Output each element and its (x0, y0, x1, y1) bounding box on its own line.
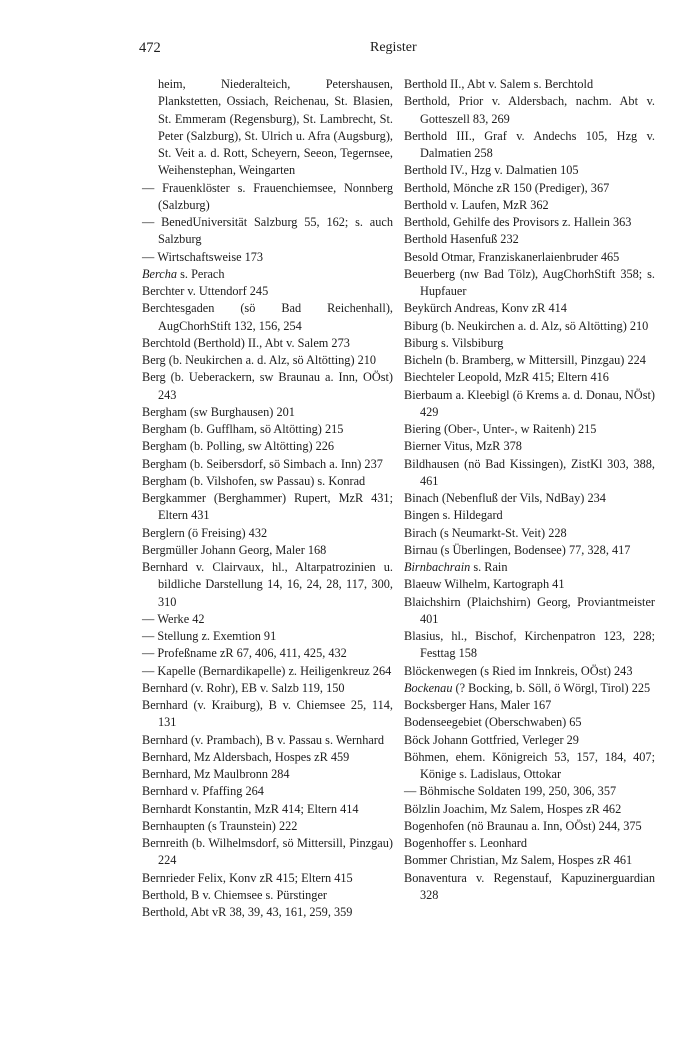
index-entry-text: Bingen s. Hildegard (404, 508, 503, 523)
index-subentry (142, 645, 393, 662)
index-entry-text: Kapelle (Bernardikapelle) z. Heiligenkreuz 264 (157, 663, 392, 678)
index-entry (142, 283, 393, 300)
index-entry (142, 801, 393, 818)
index-entry (404, 732, 655, 749)
index-subentry (142, 249, 393, 266)
index-entry-text: Wirtschaftsweise 173 (157, 249, 264, 264)
index-entry-text: Bernrieder Felix, Konv zR 415; Eltern 415 (142, 870, 353, 885)
index-column-left (142, 76, 393, 921)
index-entry (142, 697, 393, 732)
index-entry-text: Birach (s Neumarkt-St. Veit) 228 (404, 525, 567, 540)
index-entry (404, 576, 655, 593)
index-column-right (404, 76, 655, 904)
index-entry-text: Beuerberg (nw Bad Tölz), AugChorhStift 358; s. Hupfauer (404, 266, 655, 298)
index-entry (142, 870, 393, 887)
index-entry (404, 162, 655, 179)
index-entry-text: Bölzlin Joachim, Mz Salem, Hospes zR 462 (404, 801, 622, 816)
index-entry-text: Berthold, Prior v. Aldersbach, nachm. Abt v. Gotteszell 83, 269 (404, 94, 655, 126)
index-entry (142, 404, 393, 421)
index-entry-text: Bierner Vitus, MzR 378 (404, 439, 522, 454)
index-entry-text: Bommer Christian, Mz Salem, Hospes zR 461 (404, 853, 633, 868)
index-entry (404, 680, 655, 697)
index-entry-text: Berthold, B v. Chiemsee s. Pürstinger (142, 887, 328, 902)
index-entry (404, 852, 655, 869)
index-entry-italic-term: Birnbachrain (404, 560, 471, 574)
index-entry (142, 749, 393, 766)
index-entry-text: Berchter v. Uttendorf 245 (142, 284, 269, 298)
index-entry-text: heim, Niederalteich, Petershausen, Plankstetten, Ossiach, Reichenau, St. Blasien, St. Emmeram (Regensburg), St. Lambrecht, St. Peter (Salzburg), St. Ulrich u. Afra (Augsburg), St. Veit a. d. Rott, Scheyern, Seeon, Tegernsee, Weihenstephan, Weingarten (158, 77, 393, 178)
index-entry-text: Bergham (b. Vilshofen, sw Passau) s. Konrad (142, 473, 366, 488)
index-entry-text: Frauenklöster s. Frauenchiemsee, Nonnberg (Salzburg) (158, 180, 393, 212)
page-number: 472 (139, 40, 161, 56)
index-entry-text: Biburg (b. Neukirchen a. d. Alz, sö Altötting) 210 (404, 318, 649, 333)
index-entry-text: Berthold, Mönche zR 150 (Prediger), 367 (404, 180, 610, 195)
index-entry-text: Bernhaupten (s Traunstein) 222 (142, 818, 298, 833)
index-entry (404, 93, 655, 128)
index-entry (404, 249, 655, 266)
index-entry (142, 818, 393, 835)
index-entry (142, 904, 393, 921)
index-entry (142, 473, 393, 490)
index-entry-text: Bildhausen (nö Bad Kissingen), ZistKl 303, 388, 461 (404, 456, 655, 488)
index-entry-text: Beykürch Andreas, Konv zR 414 (404, 301, 567, 316)
index-entry-text: Berg (b. Neukirchen a. d. Alz, sö Altötting) 210 (142, 353, 377, 367)
index-entry-text: Blaichshirn (Plaichshirn) Georg, Proviantmeister 401 (404, 594, 655, 626)
index-entry-text: Bernhard, Mz Maulbronn 284 (142, 767, 290, 781)
index-entry (404, 180, 655, 197)
index-entry-text: Biechteler Leopold, MzR 415; Eltern 416 (404, 370, 609, 385)
index-entry (404, 663, 655, 680)
index-entry (404, 525, 655, 542)
index-entry (142, 835, 393, 870)
index-entry-text: Birnau (s Überlingen, Bodensee) 77, 328, 417 (404, 542, 631, 557)
index-entry-text: Blöckenwegen (s Ried im Innkreis, OÖst) 243 (404, 663, 633, 678)
index-entry-text: BenedUniversität Salzburg 55, 162; s. auch Salzburg (158, 215, 393, 247)
index-entry (404, 749, 655, 784)
index-entry (404, 714, 655, 731)
index-entry (142, 352, 393, 369)
index-entry-text: s. Perach (177, 266, 225, 281)
index-entry-text: Bernhard (v. Kraiburg), B v. Chiemsee 25, 114, 131 (142, 698, 393, 730)
index-entry-text: Biburg s. Vilsbiburg (404, 335, 504, 350)
index-entry-text: Böhmische Soldaten 199, 250, 306, 357 (419, 784, 617, 799)
index-entry (404, 300, 655, 317)
index-entry (142, 300, 393, 335)
index-entry-text: Biering (Ober-, Unter-, w Raitenh) 215 (404, 422, 597, 436)
index-entry-text: Blaeuw Wilhelm, Kartograph 41 (404, 577, 565, 592)
index-entry (142, 783, 393, 800)
index-entry (404, 214, 655, 231)
index-entry-text: Bicheln (b. Bramberg, w Mittersill, Pinzgau) 224 (404, 353, 646, 367)
index-entry (404, 456, 655, 491)
index-entry-text: Werke 42 (157, 611, 205, 626)
index-entry-text: Bergham (b. Polling, sw Altötting) 226 (142, 439, 335, 454)
index-entry-italic-term: Bockenau (404, 680, 453, 695)
index-entry-text: Bernhardt Konstantin, MzR 414; Eltern 414 (142, 801, 359, 816)
index-entry (142, 421, 393, 438)
index-entry (404, 369, 655, 386)
index-entry (404, 818, 655, 835)
index-entry (142, 266, 393, 283)
index-entry (142, 732, 393, 749)
index-entry-text: Bernreith (b. Wilhelmsdorf, sö Mittersill, Pinzgau) 224 (142, 836, 393, 868)
index-entry-text: Bogenhofen (nö Braunau a. Inn, OÖst) 244, 375 (404, 818, 642, 833)
index-entry (404, 835, 655, 852)
index-entry (142, 542, 393, 559)
index-entry (142, 766, 393, 783)
index-entry-text: Berchtesgaden (sö Bad Reichenhall), AugChorhStift 132, 156, 254 (142, 301, 393, 333)
index-subentry (142, 214, 393, 249)
index-entry-text: Berthold, Abt vR 38, 39, 43, 161, 259, 359 (142, 905, 353, 919)
page-header (0, 40, 700, 60)
index-entry-text: Bogenhoffer s. Leonhard (404, 836, 528, 850)
index-entry (404, 352, 655, 369)
index-entry-text: Berthold v. Laufen, MzR 362 (404, 197, 549, 212)
index-subentry (142, 611, 393, 628)
index-entry-text: Berg (b. Ueberackern, sw Braunau a. Inn, OÖst) 243 (142, 370, 393, 402)
index-entry (404, 318, 655, 335)
index-entry (142, 559, 393, 611)
index-entry (404, 628, 655, 663)
index-subentry (142, 180, 393, 215)
index-entry (404, 387, 655, 422)
index-entry-text: Bernhard, Mz Aldersbach, Hospes zR 459 (142, 749, 350, 764)
index-entry-text: Bernhard v. Clairvaux, hl., Altarpatrozinien u. bildliche Darstellung 14, 16, 24, 28, 117, 300, 310 (142, 560, 393, 609)
index-entry-text: Berthold III., Graf v. Andechs 105, Hzg v. Dalmatien 258 (404, 128, 655, 160)
index-entry (142, 76, 393, 180)
index-entry-text: Berthold IV., Hzg v. Dalmatien 105 (404, 163, 579, 178)
index-entry (142, 456, 393, 473)
index-entry-text: Bernhard v. Pfaffing 264 (142, 784, 264, 799)
index-entry-text: (? Bocking, b. Söll, ö Wörgl, Tirol) 225 (452, 680, 651, 695)
index-entry-text: Berchtold (Berthold) II., Abt v. Salem 273 (142, 335, 350, 350)
index-entry-text: Bernhard (v. Rohr), EB v. Salzb 119, 150 (142, 680, 345, 695)
index-entry-text: Bernhard (v. Prambach), B v. Passau s. Wernhard (142, 732, 385, 747)
index-entry (404, 197, 655, 214)
index-entry (142, 887, 393, 904)
index-entry-text: Profeßname zR 67, 406, 411, 425, 432 (157, 646, 347, 661)
index-entry (404, 507, 655, 524)
index-entry-text: Bergkammer (Berghammer) Rupert, MzR 431; Eltern 431 (142, 491, 393, 523)
index-entry-text: Besold Otmar, Franziskanerlaienbruder 465 (404, 249, 620, 264)
index-entry (404, 421, 655, 438)
index-entry-text: Stellung z. Exemtion 91 (157, 629, 277, 643)
index-entry (142, 490, 393, 525)
running-title: Register (370, 40, 417, 55)
index-entry-text: Bocksberger Hans, Maler 167 (404, 698, 552, 712)
index-entry-text: Berthold Hasenfuß 232 (404, 232, 519, 247)
index-entry (404, 801, 655, 818)
index-entry-text: Berglern (ö Freising) 432 (142, 525, 268, 540)
index-entry-text: Böck Johann Gottfried, Verleger 29 (404, 732, 579, 747)
index-entry-text: Bierbaum a. Kleebigl (ö Krems a. d. Donau, NÖst) 429 (404, 387, 655, 419)
index-entry (142, 438, 393, 455)
index-entry-text: Blasius, hl., Bischof, Kirchenpatron 123, 228; Festtag 158 (404, 629, 655, 661)
index-entry (404, 266, 655, 301)
index-entry-text: Bergmüller Johann Georg, Maler 168 (142, 542, 327, 557)
index-entry-text: Bergham (b. Gufflham, sö Altötting) 215 (142, 422, 344, 436)
index-entry (404, 542, 655, 559)
index-entry (404, 490, 655, 507)
index-entry (404, 870, 655, 905)
index-entry (404, 128, 655, 163)
index-subentry (404, 783, 655, 800)
index-entry (404, 335, 655, 352)
index-entry (142, 335, 393, 352)
index-entry-text: Bonaventura v. Regenstauf, Kapuzinerguardian 328 (404, 870, 655, 902)
index-entry-text: Bergham (b. Seibersdorf, sö Simbach a. Inn) 237 (142, 456, 383, 471)
index-entry-text: s. Rain (470, 560, 508, 574)
index-entry (142, 369, 393, 404)
index-entry-text: Berthold, Gehilfe des Provisors z. Hallein 363 (404, 215, 632, 229)
index-subentry (142, 628, 393, 645)
index-entry (404, 76, 655, 93)
index-entry (404, 594, 655, 629)
index-entry-text: Berthold II., Abt v. Salem s. Berchtold (404, 77, 594, 91)
index-entry (404, 559, 655, 576)
index-entry (142, 525, 393, 542)
index-entry-text: Binach (Nebenfluß der Vils, NdBay) 234 (404, 491, 606, 505)
index-entry (404, 231, 655, 248)
index-entry (404, 438, 655, 455)
index-entry (404, 697, 655, 714)
index-entry-text: Bergham (sw Burghausen) 201 (142, 404, 295, 419)
index-entry-text: Bodenseegebiet (Oberschwaben) 65 (404, 715, 582, 730)
index-entry-text: Böhmen, ehem. Königreich 53, 157, 184, 407; Könige s. Ladislaus, Ottokar (404, 749, 655, 781)
index-subentry (142, 663, 393, 680)
index-entry (142, 680, 393, 697)
index-entry-italic-term: Bercha (142, 266, 178, 281)
